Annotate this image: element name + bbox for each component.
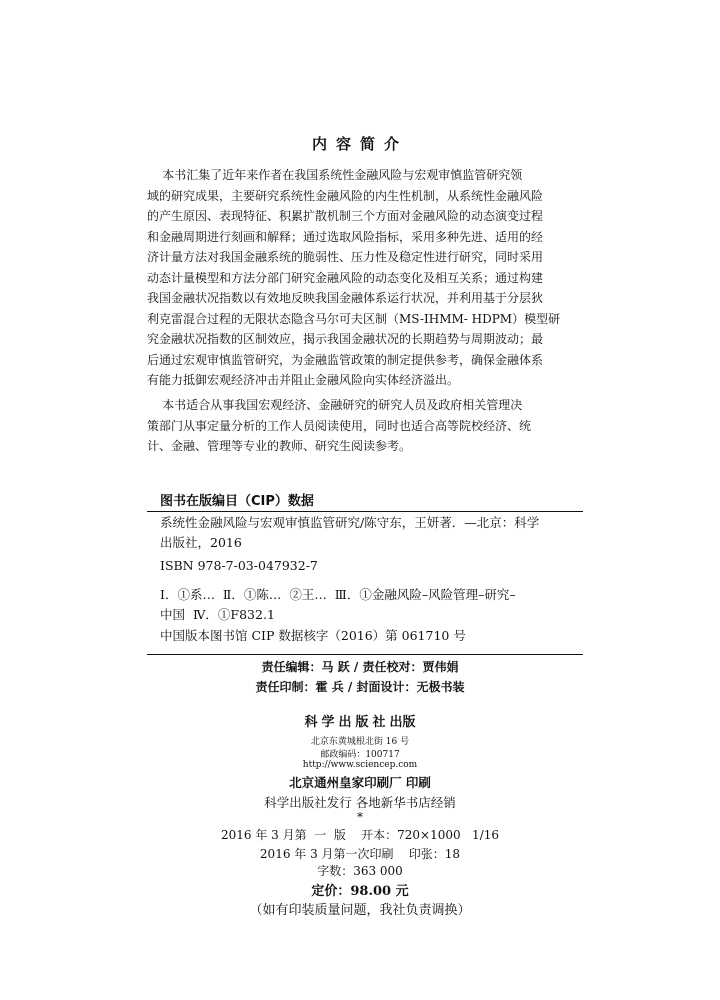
cip-isbn: ISBN 978-7-03-047932-7 [160, 558, 318, 573]
page-title: 内容简介 [311, 135, 408, 153]
cip-data-number: 中国版本图书馆 CIP 数据核字（2016）第 061710 号 [160, 628, 466, 643]
edition-line: 2016 年 3 月第 一 版 开本：720×1000 1/16 [220, 828, 500, 842]
publisher-name [0, 711, 720, 730]
printing-line: 2016 年 3 月第一次印刷 印张：18 [259, 847, 461, 861]
word-count: 字数：363 000 [317, 864, 403, 878]
publisher-suffix: 出版 [389, 715, 416, 730]
price: 定价：98.00 元 [311, 884, 409, 899]
cip-classification: Ⅰ．①系… Ⅱ．①陈… ②王… Ⅲ．①金融风险–风险管理–研究– 中国 Ⅳ．①F832.1 [160, 587, 516, 622]
production-credits: 责任印制：霍 兵 / 封面设计：无极书装 [255, 680, 465, 694]
cip-title-entry: 系统性金融风险与宏观审慎监管研究/陈守东，王妍著．—北京：科学 出版社，2016 [160, 515, 540, 550]
cip-header: 图书在版编目（CIP）数据 [160, 494, 314, 509]
publisher-website: http://www.sciencep.com [302, 760, 418, 770]
separator-star: * [357, 810, 363, 824]
distribution-line: 科学出版社发行 各地新华书店经销 [264, 795, 456, 810]
publisher-address: 北京东黄城根北街 16 号 [310, 737, 410, 747]
editor-credits: 责任编辑：马 跃 / 责任校对：贾伟娟 [261, 660, 459, 674]
audience-paragraph: 本书适合从事我国宏观经济、金融研究的研究人员及政府相关管理决 策部门从事定量分析的工作人员阅读使用，同时也适合高等院校经济、统 计、金融、管理等专业的教师、研究生阅读参考。 [147, 398, 532, 453]
cip-bottom-rule [147, 654, 583, 655]
publisher-zip: 邮政编码：100717 [320, 750, 400, 760]
publisher-name-text: 科学出版社 [304, 715, 390, 730]
printer-line: 北京通州皇家印刷厂 印刷 [289, 775, 431, 790]
quality-notice: （如有印装质量问题，我社负责调换） [249, 903, 471, 918]
abstract-paragraph: 本书汇集了近年来作者在我国系统性金融风险与宏观审慎监管研究领 域的研究成果，主要研究系统性金融风险的内生性机制，从系统性金融风险 的产生原因、表现特征、积累扩散机制三个方面对金融风险的动态演变过程 和金融周期进行刻画和解释；通过选取风险指标，采用多种先进、适用的经 济计量方法对我国金融系统的脆弱性、压力性及稳定性进行研究，同时采用 动态计量模型和方法分部门研究金融风险的动态变化及相互关系；通过构建 我国金融状况指数以有效地反映我国金融体系运行状况，并利用基于分层狄 利克雷混合过程的无限状态隐含马尔可夫区制（MS-IHMM- HDPM）模型研 究金融状况指数的区制效应，揭示我国金融状况的长期趋势与周期波动；最 后通过宏观审慎监管研究，为金融监管政策的制定提供参考，确保金融体系 有能力抵御宏观经济冲击并阻止金融风险向实体经济溢出。 [147, 168, 561, 387]
cip-top-rule [147, 511, 583, 512]
